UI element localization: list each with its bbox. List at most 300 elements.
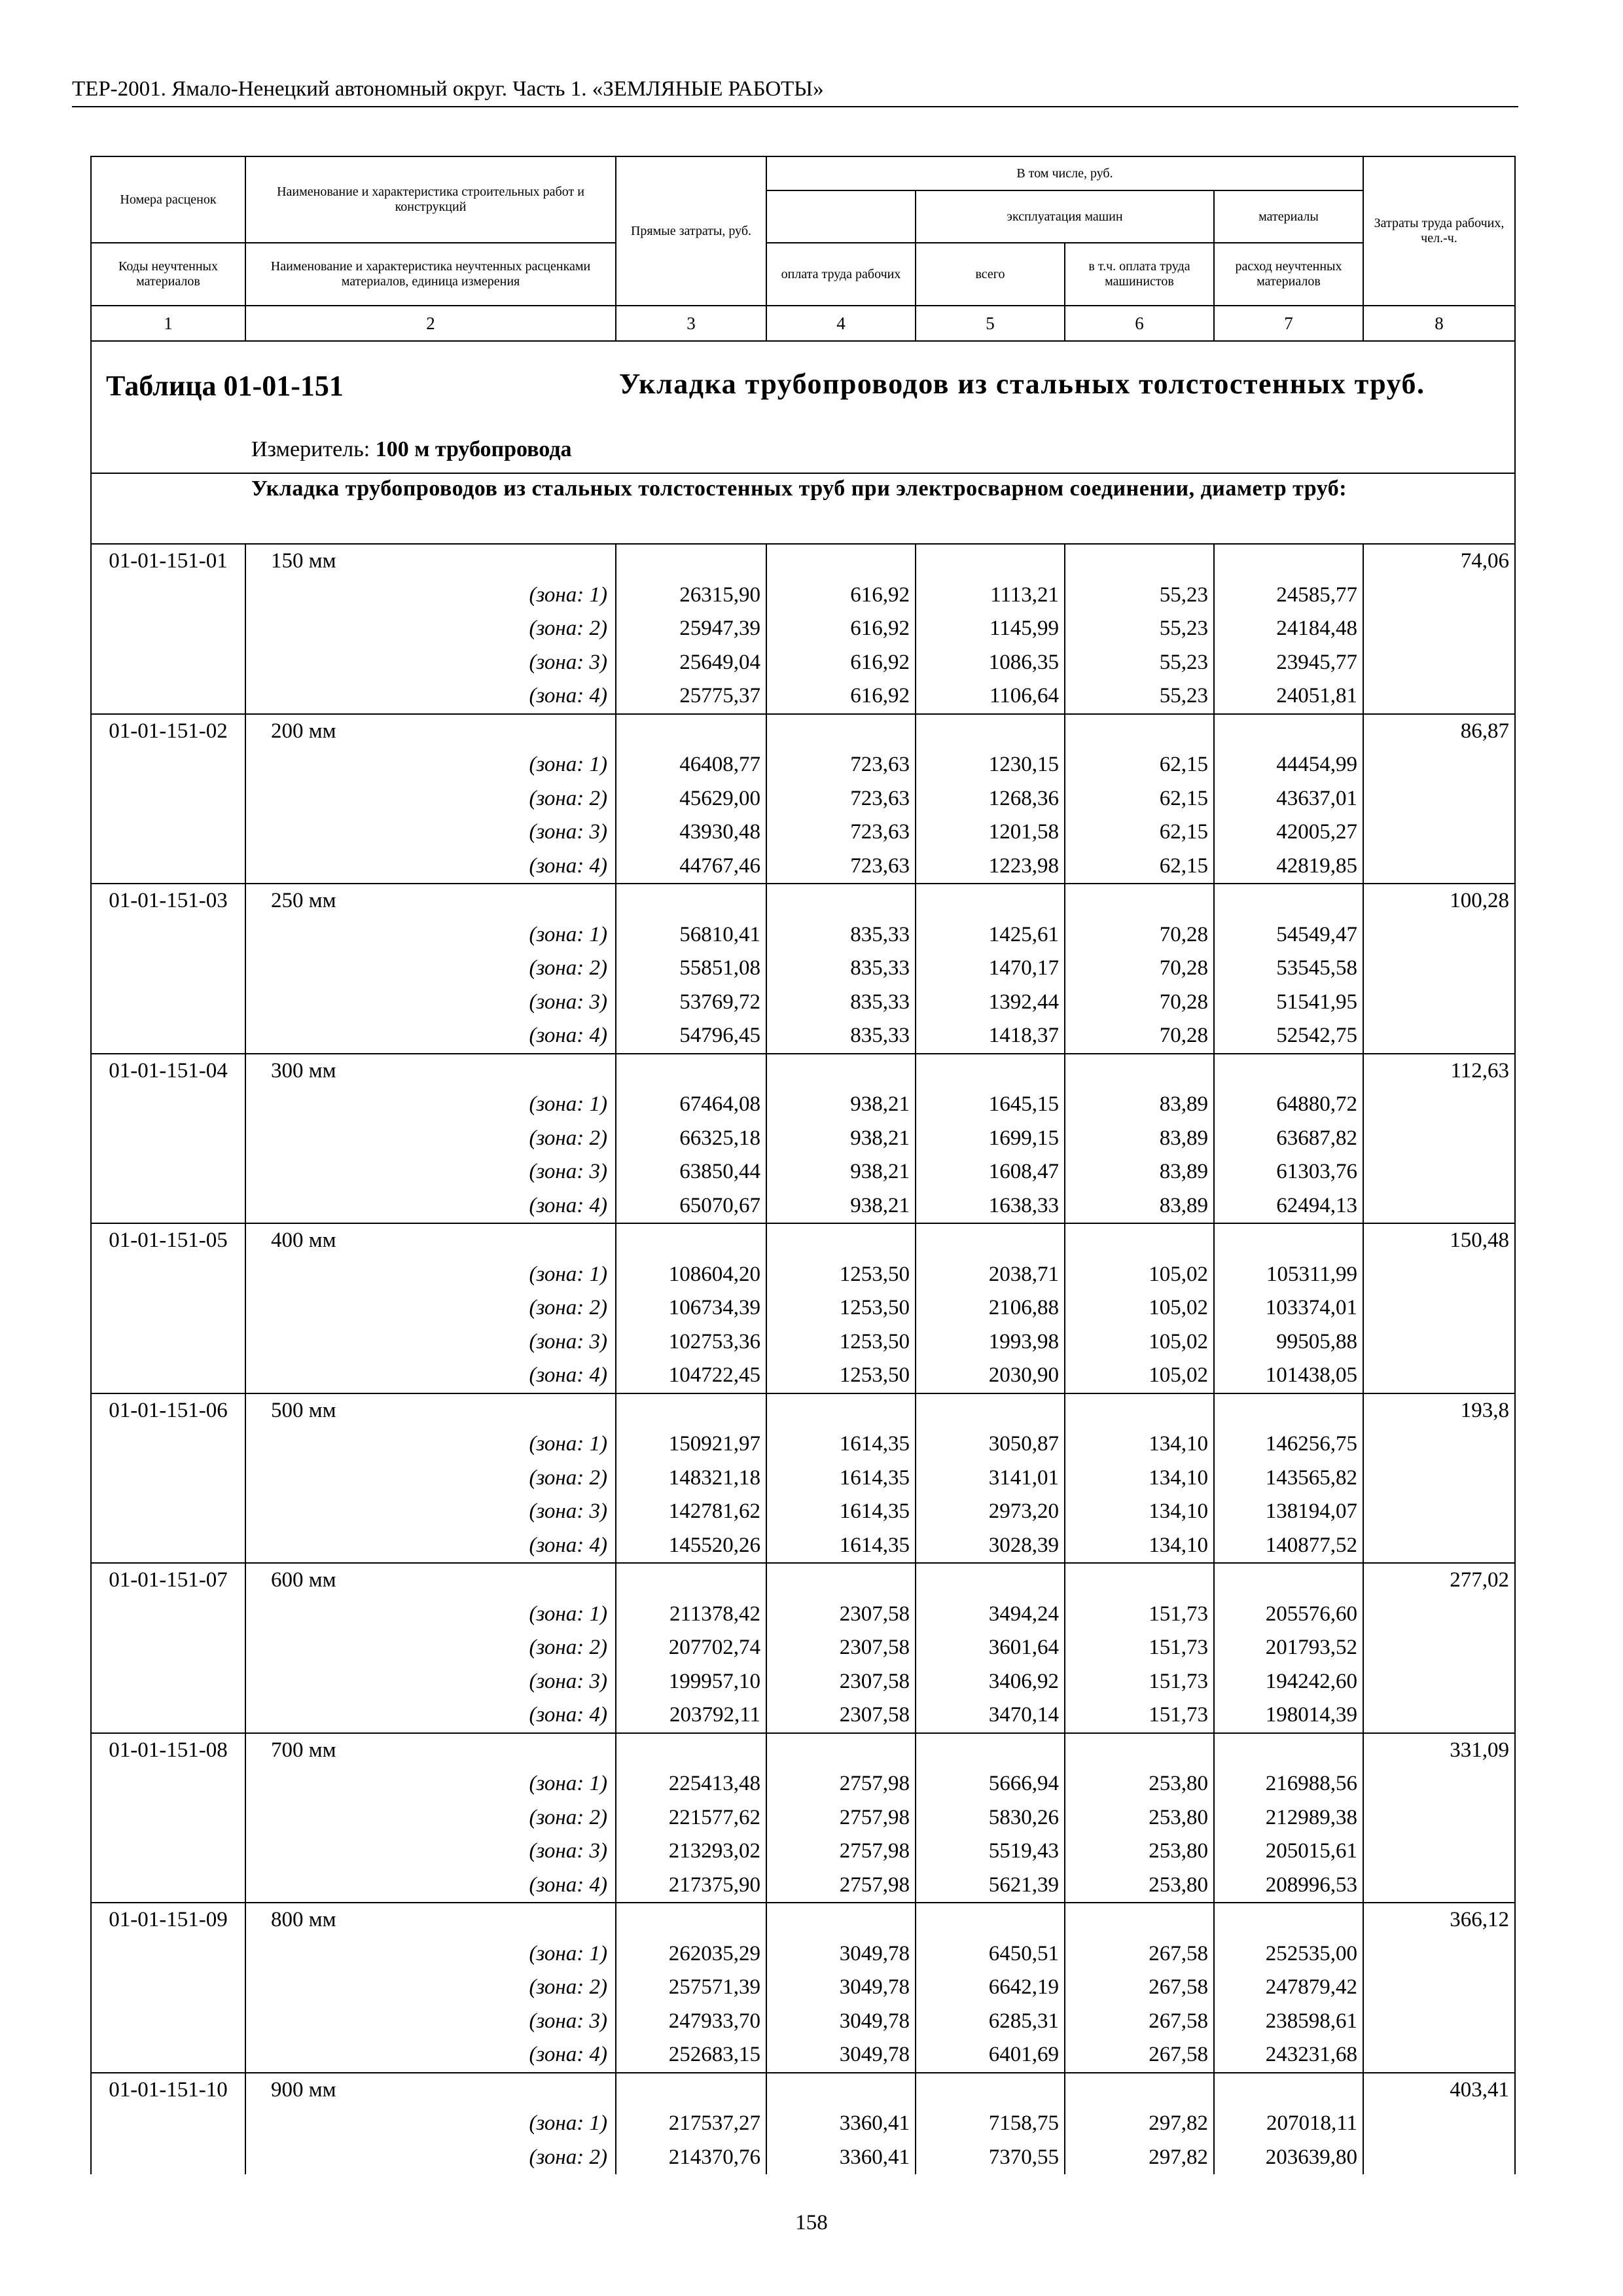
empty-cell [1214,1393,1363,1428]
labor-cost: 100,28 [1363,884,1515,918]
materials-cost: 103374,01 [1214,1291,1363,1325]
table-row-zone [91,986,1515,1020]
machines-total: 1145,99 [916,612,1065,646]
zone-label: (зона: 3) [245,1665,616,1699]
machines-total: 2038,71 [916,1258,1065,1292]
empty-cell [766,1393,916,1428]
empty-cell [916,1563,1065,1598]
empty-cell [1214,714,1363,749]
operator-wages: 134,10 [1065,1529,1214,1564]
table-row-zone [91,1019,1515,1054]
empty-cell [916,544,1065,579]
direct-costs: 66325,18 [616,1122,766,1156]
empty-cell [1065,1054,1214,1088]
column-number: 1 [91,306,245,341]
direct-costs: 225413,48 [616,1767,766,1801]
empty-cell [1363,816,1515,850]
empty-cell [616,2073,766,2108]
direct-costs: 145520,26 [616,1529,766,1564]
materials-cost: 64880,72 [1214,1088,1363,1122]
empty-cell [91,2038,245,2073]
empty-cell [616,1903,766,1937]
zone-label: (зона: 2) [245,1971,616,2005]
materials-cost: 43637,01 [1214,782,1363,816]
empty-cell [91,816,245,850]
empty-cell [91,1631,245,1665]
worker-wages: 835,33 [766,918,916,952]
table-row-rate [91,2073,1515,2108]
direct-costs: 25947,39 [616,612,766,646]
materials-cost: 99505,88 [1214,1325,1363,1359]
worker-wages: 2757,98 [766,1767,916,1801]
machines-total: 7158,75 [916,2107,1065,2141]
empty-cell [916,714,1065,749]
empty-cell [1363,1495,1515,1529]
operator-wages: 62,15 [1065,850,1214,884]
empty-cell [616,884,766,918]
table-row-zone [91,850,1515,884]
operator-wages: 55,23 [1065,646,1214,680]
table-row-rate [91,1393,1515,1428]
header-material-names: Наименование и характеристика неучтенных расценками материалов, единица измерения [245,243,616,306]
materials-cost: 62494,13 [1214,1189,1363,1224]
empty-cell [766,2073,916,2108]
direct-costs: 43930,48 [616,816,766,850]
empty-cell [91,1801,245,1835]
materials-cost: 203639,80 [1214,2141,1363,2175]
materials-cost: 138194,07 [1214,1495,1363,1529]
table-row-zone [91,748,1515,782]
machines-total: 3050,87 [916,1427,1065,1462]
machines-total: 1425,61 [916,918,1065,952]
empty-cell [91,1019,245,1054]
direct-costs: 203792,11 [616,1698,766,1733]
empty-cell [916,1903,1065,1937]
empty-cell [91,1869,245,1903]
materials-cost: 212989,38 [1214,1801,1363,1835]
table-row-rate [91,714,1515,749]
empty-cell [1065,1223,1214,1258]
empty-cell [1363,2038,1515,2073]
worker-wages: 938,21 [766,1088,916,1122]
empty-cell [91,579,245,613]
operator-wages: 70,28 [1065,986,1214,1020]
table-row-zone [91,1155,1515,1189]
empty-cell [1065,714,1214,749]
direct-costs: 221577,62 [616,1801,766,1835]
empty-cell [91,679,245,714]
labor-cost: 277,02 [1363,1563,1515,1598]
rate-code: 01-01-151-10 [91,2073,245,2108]
zone-label: (зона: 3) [245,1155,616,1189]
rate-code: 01-01-151-01 [91,544,245,579]
machines-total: 1230,15 [916,748,1065,782]
table-row-zone [91,679,1515,714]
labor-cost: 150,48 [1363,1223,1515,1258]
operator-wages: 253,80 [1065,1767,1214,1801]
direct-costs: 104722,45 [616,1359,766,1393]
rates-table [90,156,1516,2174]
materials-cost: 146256,75 [1214,1427,1363,1462]
worker-wages: 3049,78 [766,2038,916,2073]
worker-wages: 723,63 [766,816,916,850]
direct-costs: 56810,41 [616,918,766,952]
empty-cell [916,1393,1065,1428]
direct-costs: 247933,70 [616,2005,766,2039]
worker-wages: 1614,35 [766,1462,916,1496]
empty-cell [91,612,245,646]
empty-cell [1363,1462,1515,1496]
empty-cell [766,1054,916,1088]
empty-cell [91,646,245,680]
empty-cell [616,544,766,579]
direct-costs: 46408,77 [616,748,766,782]
empty-cell [1363,1937,1515,1971]
machines-total: 3494,24 [916,1598,1065,1632]
empty-cell [766,1223,916,1258]
table-row-rate [91,544,1515,579]
operator-wages: 134,10 [1065,1427,1214,1462]
machines-total: 3601,64 [916,1631,1065,1665]
empty-cell [1214,1054,1363,1088]
materials-cost: 101438,05 [1214,1359,1363,1393]
materials-cost: 105311,99 [1214,1258,1363,1292]
operator-wages: 55,23 [1065,579,1214,613]
materials-cost: 24051,81 [1214,679,1363,714]
labor-cost: 112,63 [1363,1054,1515,1088]
machines-total: 7370,55 [916,2141,1065,2175]
empty-cell [91,1767,245,1801]
section-title: Укладка трубопроводов из стальных толстостенных труб при электросварном соединении, диаметр труб: [251,476,1347,501]
empty-cell [916,884,1065,918]
operator-wages: 267,58 [1065,1937,1214,1971]
rate-code: 01-01-151-07 [91,1563,245,1598]
empty-cell [1065,2073,1214,2108]
labor-cost: 403,41 [1363,2073,1515,2108]
zone-label: (зона: 2) [245,782,616,816]
zone-label: (зона: 1) [245,1088,616,1122]
zone-label: (зона: 2) [245,1462,616,1496]
worker-wages: 3360,41 [766,2107,916,2141]
table-row-zone [91,1767,1515,1801]
empty-cell [766,544,916,579]
empty-cell [1363,1801,1515,1835]
worker-wages: 616,92 [766,646,916,680]
empty-cell [91,850,245,884]
header-worker-wages: оплата труда рабочих [766,243,916,306]
empty-cell [91,1359,245,1393]
direct-costs: 148321,18 [616,1462,766,1496]
header-machines-total: всего [916,243,1065,306]
worker-wages: 1614,35 [766,1427,916,1462]
materials-cost: 42819,85 [1214,850,1363,884]
zone-label: (зона: 4) [245,2038,616,2073]
empty-cell [616,1054,766,1088]
operator-wages: 297,82 [1065,2141,1214,2175]
operator-wages: 62,15 [1065,748,1214,782]
empty-cell [616,1393,766,1428]
rate-code: 01-01-151-03 [91,884,245,918]
table-row-zone [91,1088,1515,1122]
empty-cell [766,1903,916,1937]
direct-costs: 207702,74 [616,1631,766,1665]
worker-wages: 938,21 [766,1122,916,1156]
header-including: В том числе, руб. [766,156,1363,190]
table-row-zone [91,1937,1515,1971]
labor-cost: 331,09 [1363,1733,1515,1768]
operator-wages: 134,10 [1065,1462,1214,1496]
zone-label: (зона: 4) [245,679,616,714]
materials-cost: 216988,56 [1214,1767,1363,1801]
operator-wages: 70,28 [1065,1019,1214,1054]
machines-total: 2030,90 [916,1359,1065,1393]
operator-wages: 151,73 [1065,1631,1214,1665]
operator-wages: 70,28 [1065,952,1214,986]
materials-cost: 205015,61 [1214,1835,1363,1869]
page-number: 158 [795,2211,828,2234]
worker-wages: 835,33 [766,986,916,1020]
direct-costs: 65070,67 [616,1189,766,1224]
machines-total: 1638,33 [916,1189,1065,1224]
labor-cost: 193,8 [1363,1393,1515,1428]
empty-cell [616,1733,766,1768]
operator-wages: 83,89 [1065,1122,1214,1156]
zone-label: (зона: 4) [245,1359,616,1393]
worker-wages: 835,33 [766,952,916,986]
direct-costs: 25649,04 [616,646,766,680]
empty-cell [1363,1189,1515,1224]
empty-cell [91,2107,245,2141]
empty-cell [91,1189,245,1224]
column-number: 8 [1363,306,1515,341]
empty-cell [1363,952,1515,986]
rate-name: 500 мм [245,1393,616,1428]
rate-code: 01-01-151-08 [91,1733,245,1768]
operator-wages: 62,15 [1065,816,1214,850]
empty-cell [1363,1971,1515,2005]
rate-name: 200 мм [245,714,616,749]
worker-wages: 2307,58 [766,1598,916,1632]
empty-cell [91,1665,245,1699]
table-row-rate [91,1054,1515,1088]
zone-label: (зона: 2) [245,612,616,646]
zone-label: (зона: 1) [245,748,616,782]
empty-cell [1363,646,1515,680]
table-row-zone [91,1122,1515,1156]
machines-total: 1113,21 [916,579,1065,613]
materials-cost: 42005,27 [1214,816,1363,850]
column-number: 7 [1214,306,1363,341]
empty-cell [91,1088,245,1122]
column-number: 5 [916,306,1065,341]
empty-cell [1214,1563,1363,1598]
materials-cost: 53545,58 [1214,952,1363,986]
operator-wages: 83,89 [1065,1189,1214,1224]
machines-total: 1645,15 [916,1088,1065,1122]
table-row-zone [91,1462,1515,1496]
table-row-zone [91,816,1515,850]
machines-total: 1418,37 [916,1019,1065,1054]
rate-code: 01-01-151-06 [91,1393,245,1428]
empty-cell [1363,1258,1515,1292]
empty-cell [766,884,916,918]
materials-cost: 208996,53 [1214,1869,1363,1903]
empty-cell [916,1223,1065,1258]
materials-cost: 23945,77 [1214,646,1363,680]
zone-label: (зона: 4) [245,1869,616,1903]
table-row-zone [91,1835,1515,1869]
zone-label: (зона: 1) [245,1767,616,1801]
worker-wages: 723,63 [766,782,916,816]
machines-total: 1223,98 [916,850,1065,884]
direct-costs: 106734,39 [616,1291,766,1325]
materials-cost: 24585,77 [1214,579,1363,613]
machines-total: 1470,17 [916,952,1065,986]
header-operator-wages: в т.ч. оплата труда машинистов [1065,243,1214,306]
operator-wages: 134,10 [1065,1495,1214,1529]
zone-label: (зона: 1) [245,579,616,613]
table-unit [251,437,572,462]
materials-cost: 51541,95 [1214,986,1363,1020]
machines-total: 3141,01 [916,1462,1065,1496]
worker-wages: 1253,50 [766,1359,916,1393]
empty-cell [1363,679,1515,714]
empty-cell [1363,2141,1515,2175]
empty-cell [1363,918,1515,952]
empty-cell [1363,850,1515,884]
empty-cell [1363,1359,1515,1393]
table-row-zone [91,1258,1515,1292]
machines-total: 1699,15 [916,1122,1065,1156]
empty-cell [1214,2073,1363,2108]
machines-total: 6285,31 [916,2005,1065,2039]
worker-wages: 3360,41 [766,2141,916,2175]
table-row-zone [91,2038,1515,2073]
direct-costs: 54796,45 [616,1019,766,1054]
direct-costs: 262035,29 [616,1937,766,1971]
direct-costs: 142781,62 [616,1495,766,1529]
table-body [91,544,1515,2174]
document-header: ТЕР-2001. Ямало-Ненецкий автономный округ. Часть 1. «ЗЕМЛЯНЫЕ РАБОТЫ» [72,72,1518,107]
table-row-rate [91,1223,1515,1258]
empty-cell [91,1462,245,1496]
empty-cell [91,1325,245,1359]
worker-wages: 1253,50 [766,1258,916,1292]
machines-total: 6642,19 [916,1971,1065,2005]
table-row-rate [91,1903,1515,1937]
materials-cost: 24184,48 [1214,612,1363,646]
empty-cell [91,918,245,952]
worker-wages: 2307,58 [766,1631,916,1665]
empty-cell [91,748,245,782]
empty-cell [1363,1698,1515,1733]
worker-wages: 3049,78 [766,1937,916,1971]
direct-costs: 217537,27 [616,2107,766,2141]
empty-cell [1214,884,1363,918]
labor-cost: 366,12 [1363,1903,1515,1937]
empty-cell [916,1733,1065,1768]
column-number: 6 [1065,306,1214,341]
empty-cell [616,1563,766,1598]
zone-label: (зона: 3) [245,1325,616,1359]
empty-cell [91,2005,245,2039]
operator-wages: 55,23 [1065,679,1214,714]
machines-total: 1106,64 [916,679,1065,714]
direct-costs: 44767,46 [616,850,766,884]
zone-label: (зона: 3) [245,986,616,1020]
empty-cell [1363,1598,1515,1632]
empty-cell [1363,1019,1515,1054]
header-unaccounted-materials: расход неучтенных материалов [1214,243,1363,306]
worker-wages: 2307,58 [766,1665,916,1699]
worker-wages: 1253,50 [766,1291,916,1325]
table-row-rate [91,1563,1515,1598]
rate-code: 01-01-151-05 [91,1223,245,1258]
machines-total: 5830,26 [916,1801,1065,1835]
machines-total: 1201,58 [916,816,1065,850]
table-row-zone [91,1495,1515,1529]
empty-cell [91,1122,245,1156]
operator-wages: 267,58 [1065,2005,1214,2039]
materials-cost: 207018,11 [1214,2107,1363,2141]
operator-wages: 151,73 [1065,1698,1214,1733]
header-rate-number: Номера расценок [91,156,245,243]
empty-cell [1363,1767,1515,1801]
operator-wages: 253,80 [1065,1801,1214,1835]
zone-label: (зона: 2) [245,1291,616,1325]
worker-wages: 3049,78 [766,2005,916,2039]
direct-costs: 67464,08 [616,1088,766,1122]
direct-costs: 25775,37 [616,679,766,714]
operator-wages: 151,73 [1065,1598,1214,1632]
machines-total: 6401,69 [916,2038,1065,2073]
table-row-zone [91,579,1515,613]
empty-cell [1214,1903,1363,1937]
rate-name: 250 мм [245,884,616,918]
rate-name: 600 мм [245,1563,616,1598]
materials-cost: 247879,42 [1214,1971,1363,2005]
empty-cell [1363,1427,1515,1462]
empty-cell [91,782,245,816]
rate-name: 150 мм [245,544,616,579]
machines-total: 2106,88 [916,1291,1065,1325]
materials-cost: 238598,61 [1214,2005,1363,2039]
zone-label: (зона: 1) [245,2107,616,2141]
rate-name: 900 мм [245,2073,616,2108]
table-row-rate [91,884,1515,918]
empty-cell [1065,884,1214,918]
empty-cell [1363,1665,1515,1699]
empty-cell [1363,1529,1515,1564]
zone-label: (зона: 1) [245,918,616,952]
table-header [91,156,1515,306]
direct-costs: 214370,76 [616,2141,766,2175]
empty-cell [1363,1122,1515,1156]
unit-label: Измеритель: [251,437,376,461]
zone-label: (зона: 4) [245,1529,616,1564]
rate-name: 400 мм [245,1223,616,1258]
worker-wages: 616,92 [766,679,916,714]
empty-cell [91,986,245,1020]
empty-cell [91,1529,245,1564]
header-labor-costs: Затраты труда рабочих, чел.-ч. [1363,156,1515,306]
worker-wages: 3049,78 [766,1971,916,2005]
table-row-zone [91,612,1515,646]
materials-cost: 143565,82 [1214,1462,1363,1496]
zone-label: (зона: 2) [245,952,616,986]
worker-wages: 1614,35 [766,1495,916,1529]
direct-costs: 150921,97 [616,1427,766,1462]
